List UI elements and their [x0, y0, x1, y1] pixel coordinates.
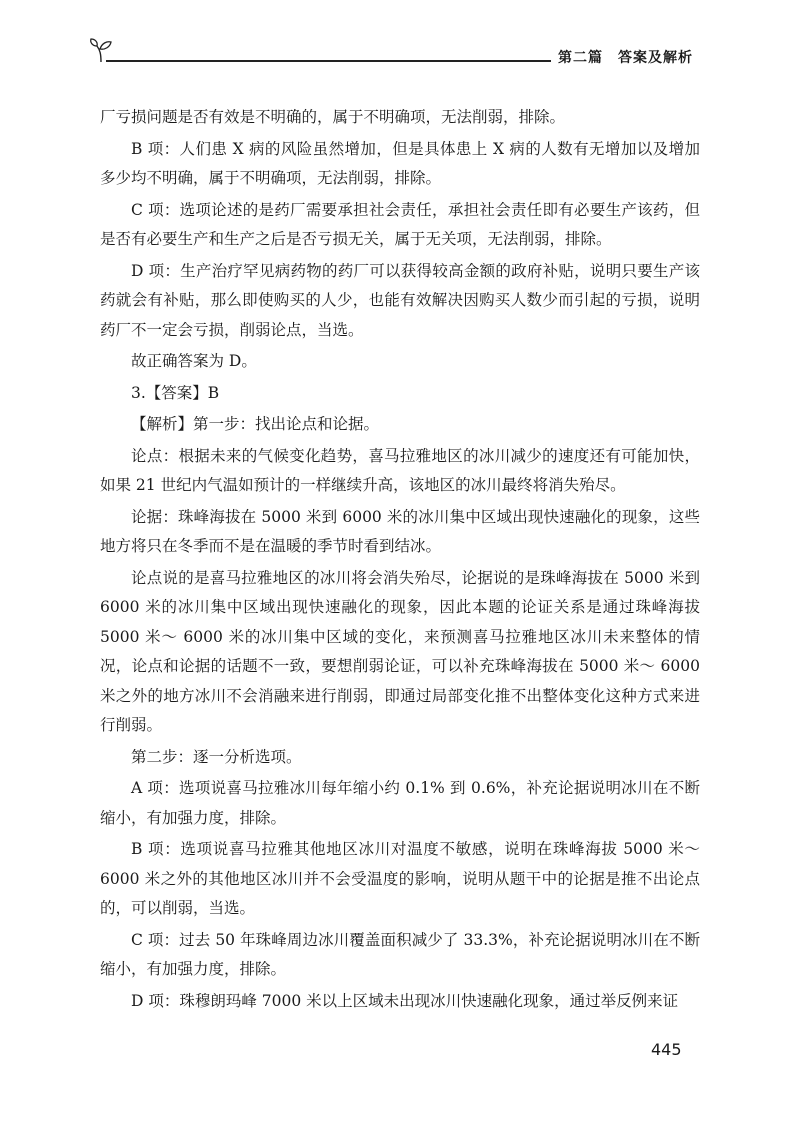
page-number: 445 — [651, 1040, 682, 1059]
option-d-analysis: D 项：生产治疗罕见病药物的药厂可以获得较高金额的政府补贴，说明只要生产该药就会有补贴，那么即使购买的人少，也能有效解决因购买人数少而引起的亏损，说明药厂不一定会亏损，削弱论点，当选。 — [100, 261, 700, 339]
answer-conclusion: 故正确答案为 D。 — [131, 352, 257, 370]
option-b-analysis: B 项：人们患 X 病的风险虽然增加，但是具体患上 X 病的人数有无增加以及增加多少均不明确，属于不明确项，无法削弱，排除。 — [100, 139, 700, 187]
argument-analysis: 论点说的是喜马拉雅地区的冰川将会消失殆尽，论据说的是珠峰海拔在 5000 米到 6000 米的冰川集中区域出现快速融化的现象，因此本题的论证关系是通过珠峰海拔 5000 米～ 6000 米的冰川集中区域的变化，来预测喜马拉雅地区冰川未来整体的情况，论点和论据的话题不一致，要想削弱论证，可以补充珠峰海拔在 5000 米～ 6000 米之外的地方冰川不会消融来进行削弱，即通过局部变化推不出整体变化这种方式来进行削弱。 — [100, 568, 700, 734]
q3-option-c: C 项：过去 50 年珠峰周边冰川覆盖面积减少了 33.3%，补充论据说明冰川在不断缩小，有加强力度，排除。 — [100, 930, 700, 978]
option-c-analysis: C 项：选项论述的是药厂需要承担社会责任，承担社会责任即有必要生产该药，但是否有必要生产和生产之后是否亏损无关，属于无关项，无法削弱，排除。 — [100, 200, 700, 248]
q3-option-a: A 项：选项说喜马拉雅冰川每年缩小约 0.1% 到 0.6%，补充论据说明冰川在不断缩小，有加强力度，排除。 — [100, 779, 700, 827]
paragraph-continuation: 厂亏损问题是否有效是不明确的，属于不明确项，无法削弱，排除。 — [100, 108, 566, 126]
explanation-step-one: 【解析】第一步：找出论点和论据。 — [131, 415, 380, 433]
question-3-answer: 3.【答案】B — [131, 383, 220, 402]
q3-option-b: B 项：选项说喜马拉雅其他地区冰川对温度不敏感，说明在珠峰海拔 5000 米～ 6000 米之外的其他地区冰川并不会受温度的影响，说明从题干中的论据是推不出论点的，可以削弱，当选。 — [100, 840, 700, 917]
thesis-paragraph: 论点：根据未来的气候变化趋势，喜马拉雅地区的冰川减少的速度还有可能加快，如果 21 世纪内气温如预计的一样继续升高，该地区的冰川最终将消失殆尽。 — [100, 446, 700, 494]
q3-option-d: D 项：珠穆朗玛峰 7000 米以上区域未出现冰川快速融化现象，通过举反例来证 — [131, 991, 679, 1010]
header-rule — [106, 60, 551, 62]
explanation-step-two: 第二步：逐一分析选项。 — [131, 747, 302, 766]
section-title: 第二篇 答案及解析 — [558, 50, 693, 66]
page-body — [100, 103, 700, 1018]
running-header — [88, 36, 708, 72]
evidence-paragraph: 论据：珠峰海拔在 5000 米到 6000 米的冰川集中区域出现快速融化的现象，这些地方将只在冬季而不是在温暖的季节时看到结冰。 — [100, 507, 700, 555]
